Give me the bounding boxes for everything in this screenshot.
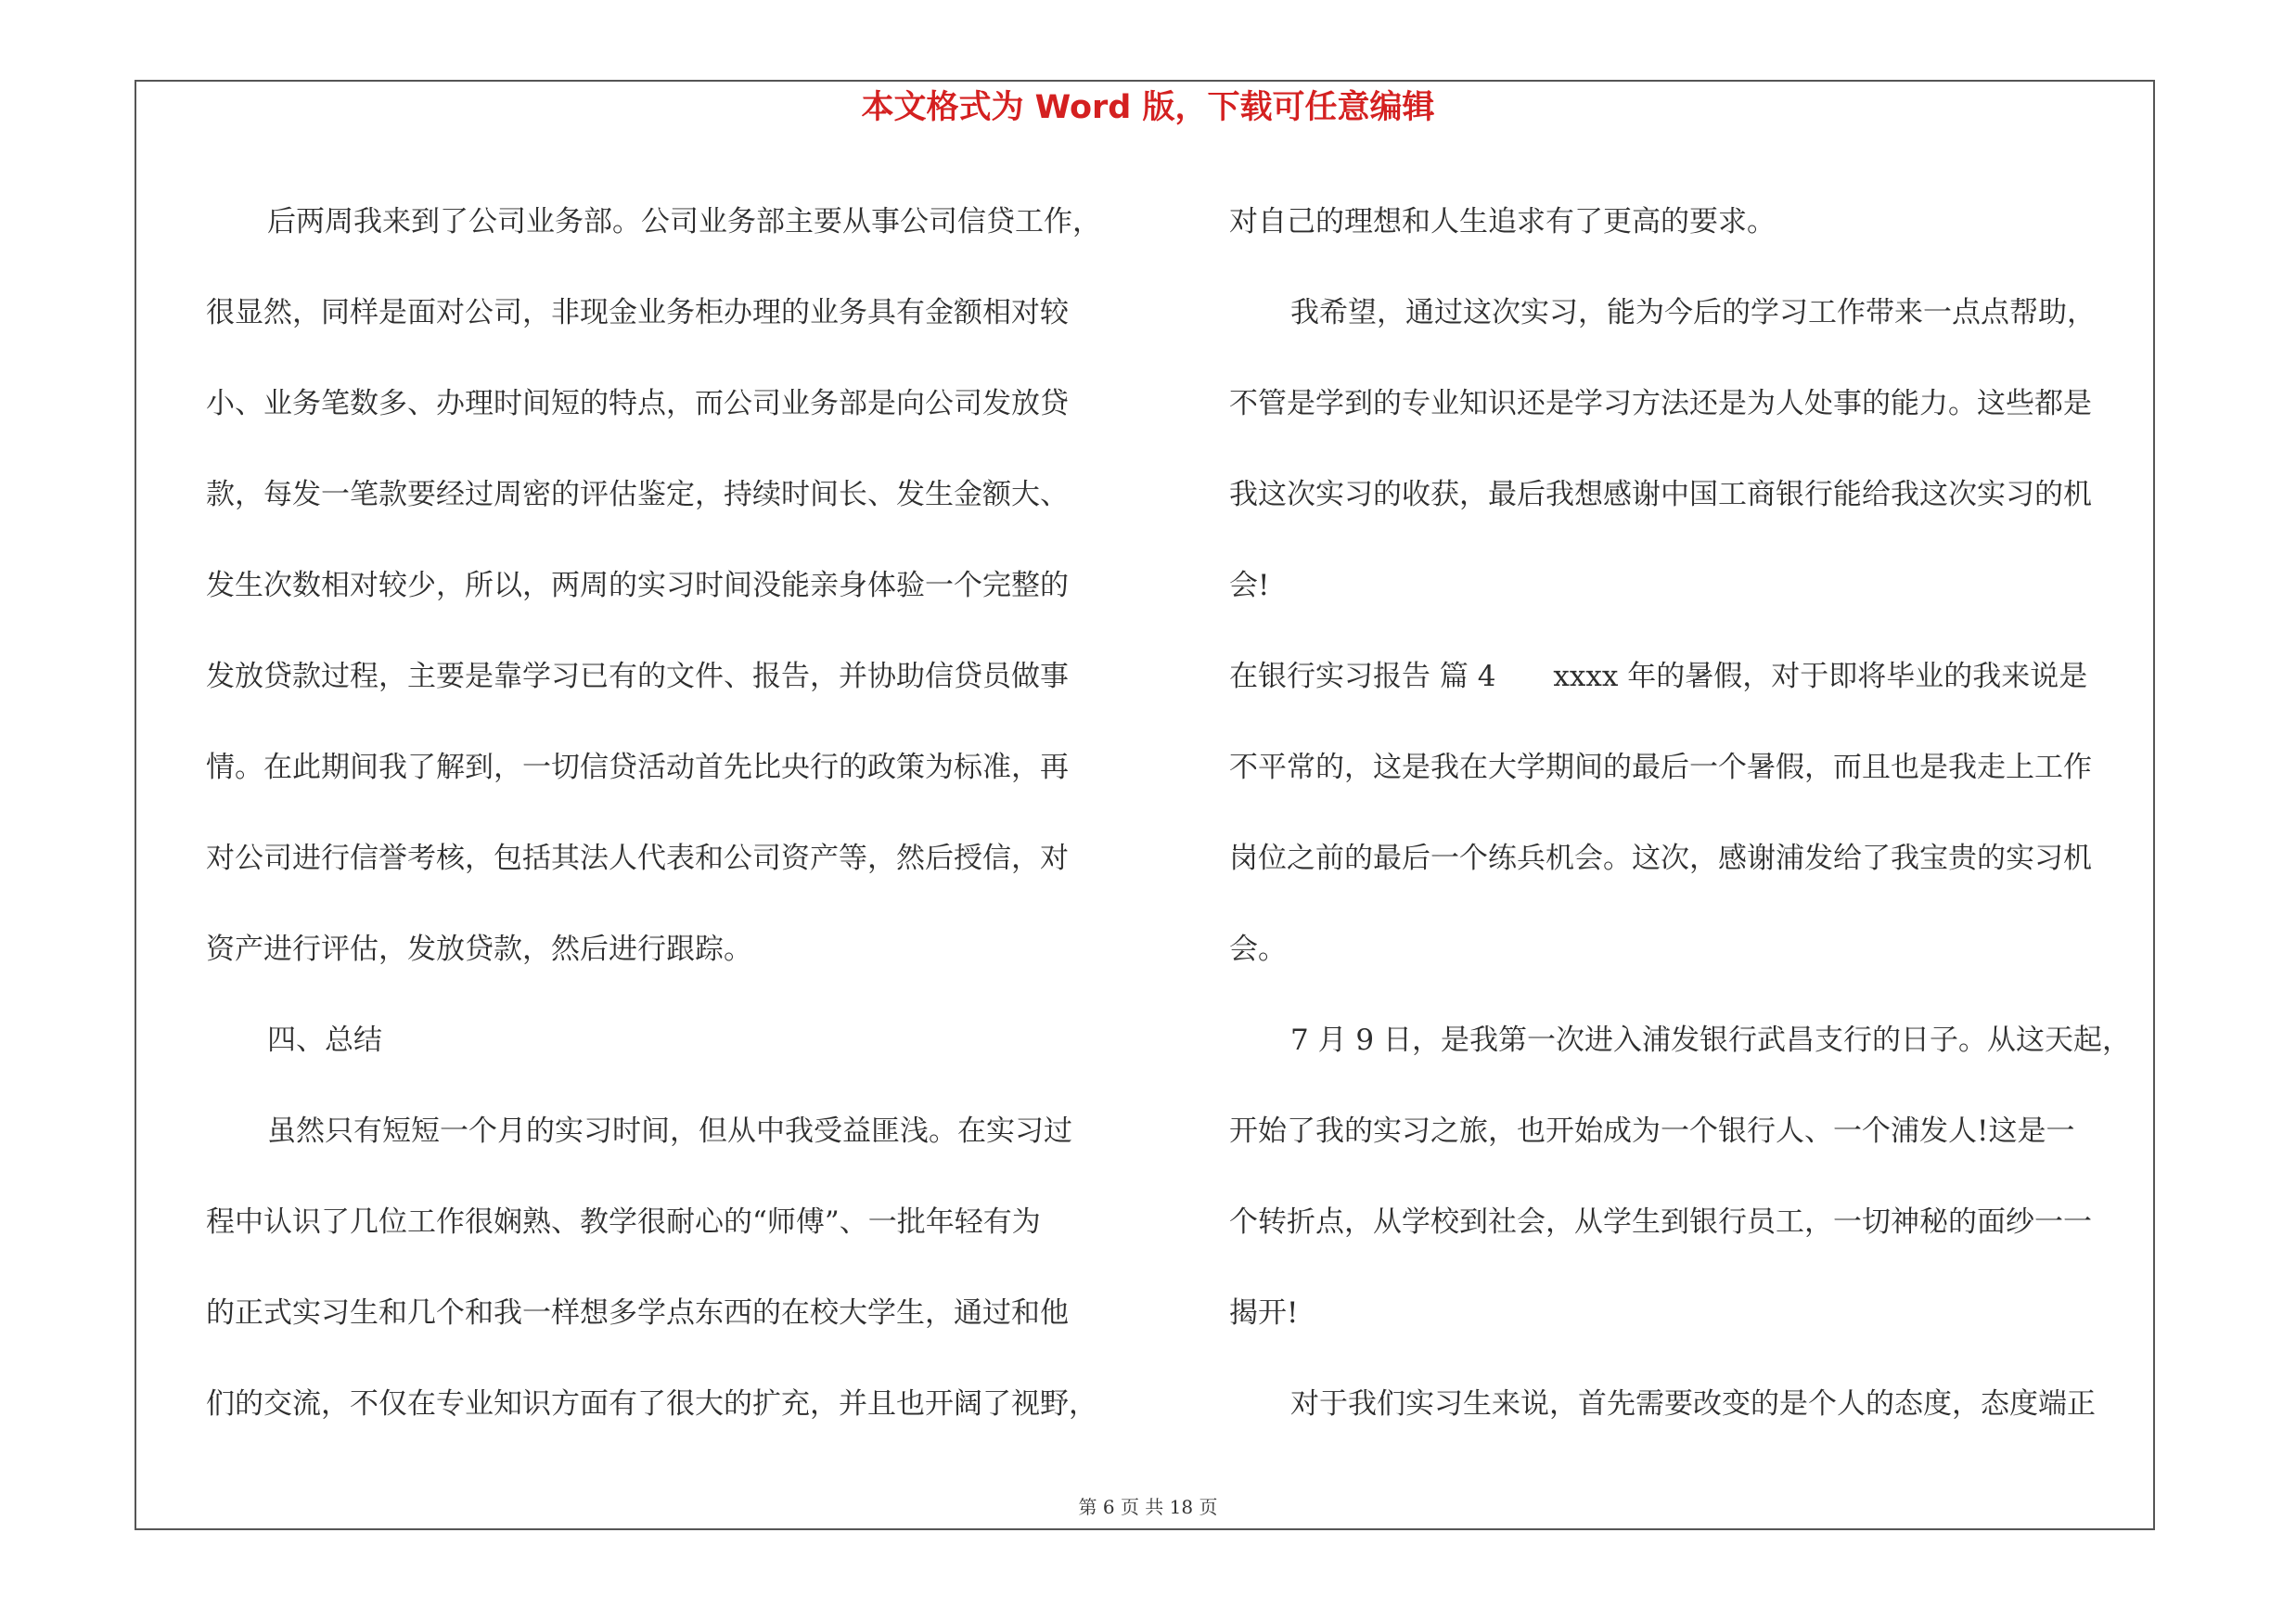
text-line: 揭开! — [1229, 1296, 1299, 1330]
text-line: 我希望，通过这次实习，能为今后的学习工作带来一点点帮助， — [1290, 296, 2096, 329]
text-line: 发生次数相对较少，所以，两周的实习时间没能亲身体验一个完整的 — [206, 569, 1069, 602]
text-line: 会。 — [1229, 933, 1287, 966]
text-line: 们的交流，不仅在专业知识方面有了很大的扩充，并且也开阔了视野， — [206, 1387, 1097, 1421]
text-line: 不平常的，这是我在大学期间的最后一个暑假，而且也是我走上工作 — [1229, 751, 2092, 784]
text-line: 虽然只有短短一个月的实习时间，但从中我受益匪浅。在实习过 — [267, 1114, 1072, 1148]
text-line: 程中认识了几位工作很娴熟、教学很耐心的“师傅”、一批年轻有为 — [206, 1205, 1041, 1239]
text-line: 对自己的理想和人生追求有了更高的要求。 — [1229, 205, 1776, 238]
page-number-footer: 第 6 页 共 18 页 — [1078, 1496, 1218, 1518]
text-line: 情。在此期间我了解到，一切信贷活动首先比央行的政策为标准，再 — [206, 751, 1069, 784]
text-line: 会! — [1229, 569, 1270, 602]
text-line: 对公司进行信誉考核，包括其法人代表和公司资产等，然后授信，对 — [206, 842, 1069, 875]
text-line: 我这次实习的收获，最后我想感谢中国工商银行能给我这次实习的机 — [1229, 478, 2092, 511]
text-line: 的正式实习生和几个和我一样想多学点东西的在校大学生，通过和他 — [206, 1296, 1069, 1330]
text-line: 开始了我的实习之旅，也开始成为一个银行人、一个浦发人!这是一 — [1229, 1114, 2075, 1148]
right-text-column — [1229, 176, 2148, 1449]
text-line: 岗位之前的最后一个练兵机会。这次，感谢浦发给了我宝贵的实习机 — [1229, 842, 2092, 875]
text-line: 发放贷款过程，主要是靠学习已有的文件、报告，并协助信贷员做事 — [206, 660, 1069, 693]
text-line: 个转折点，从学校到社会，从学生到银行员工，一切神秘的面纱一一 — [1229, 1205, 2092, 1239]
text-line: 很显然，同样是面对公司，非现金业务柜办理的业务具有金额相对较 — [206, 296, 1069, 329]
left-text-column — [206, 176, 1157, 1449]
text-line: 对于我们实习生来说，首先需要改变的是个人的态度，态度端正 — [1290, 1387, 2096, 1421]
section-title-line: 在银行实习报告 篇 4 xxxx 年的暑假，对于即将毕业的我来说是 — [1229, 660, 2088, 693]
text-line: 资产进行评估，发放贷款，然后进行跟踪。 — [206, 933, 752, 966]
text-line: 不管是学到的专业知识还是学习方法还是为人处事的能力。这些都是 — [1229, 387, 2092, 420]
text-line: 小、业务笔数多、办理时间短的特点，而公司业务部是向公司发放贷 — [206, 387, 1069, 420]
format-banner: 本文格式为 Word 版，下载可任意编辑 — [861, 89, 1435, 126]
text-line: 后两周我来到了公司业务部。公司业务部主要从事公司信贷工作， — [267, 205, 1101, 238]
text-line: 7 月 9 日，是我第一次进入浦发银行武昌支行的日子。从这天起， — [1290, 1024, 2132, 1057]
section-heading: 四、总结 — [267, 1024, 382, 1057]
text-line: 款，每发一笔款要经过周密的评估鉴定，持续时间长、发生金额大、 — [206, 478, 1069, 511]
